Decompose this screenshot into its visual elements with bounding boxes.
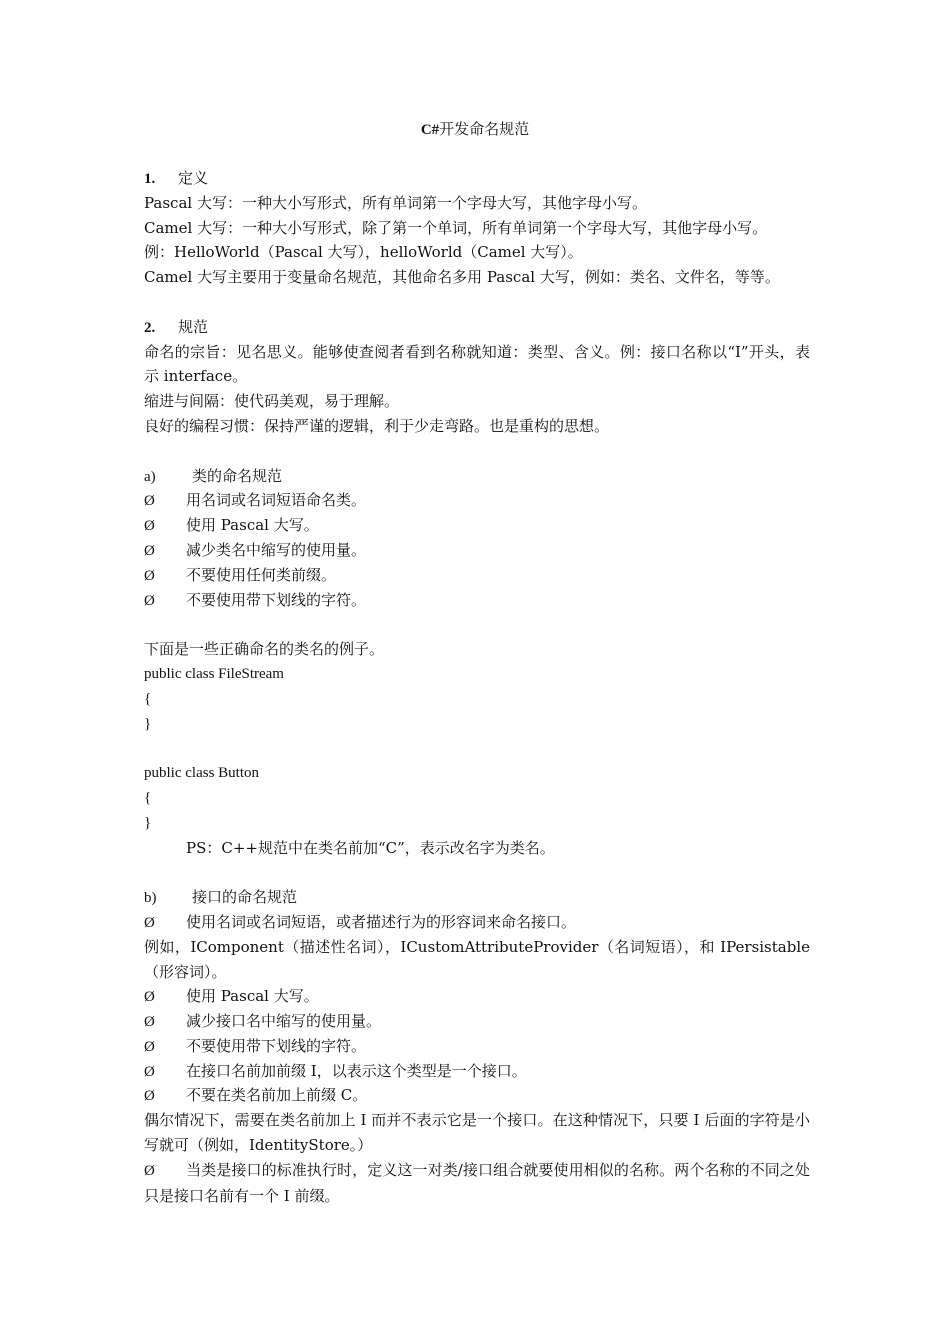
paragraph: 例如，IComponent（描述性名词），ICustomAttributeProvider（名词短语），和 IPersistable（形容词）。 — [144, 937, 810, 981]
bullet-icon: Ø — [144, 914, 155, 931]
list-item: Ø 不要使用任何类前缀。 — [144, 563, 810, 588]
bullet-icon: Ø — [144, 567, 155, 584]
title-bold: C# — [420, 122, 440, 138]
bullet-icon: Ø — [144, 542, 155, 559]
bullet-icon: Ø — [144, 1038, 155, 1055]
paragraph: 偶尔情况下，需要在类名前加上 I 而并不表示它是一个接口。在这种情况下，只要 I 后面的字符是小写就可（例如，IdentityStore。） — [144, 1111, 810, 1155]
list-item: Ø 减少接口名中缩写的使用量。 — [144, 1009, 810, 1034]
code-line: } — [144, 715, 152, 732]
list-item: Ø 用名词或名词短语命名类。 — [144, 488, 810, 513]
bullet-icon: Ø — [144, 1014, 155, 1031]
code-line: { — [144, 789, 152, 806]
list-item: Ø 使用名词或名词短语，或者描述行为的形容词来命名接口。 — [144, 910, 810, 935]
bullet-icon: Ø — [144, 1063, 155, 1080]
list-item: Ø 使用 Pascal 大写。 — [144, 513, 810, 538]
code-line: } — [144, 814, 152, 831]
paragraph: 命名的宗旨：见名思义。能够使查阅者看到名称就知道：类型、含义。例：接口名称以“I”开头，表示 interface。 — [144, 342, 810, 386]
paragraph: 良好的编程习惯：保持严谨的逻辑，利于少走弯路。也是重构的思想。 — [144, 416, 610, 435]
paragraph: 例：HelloWorld（Pascal 大写），helloWorld（Camel 大写）。 — [144, 243, 583, 262]
code-line: public class FileStream — [144, 665, 284, 682]
bullet-icon: Ø — [144, 592, 155, 609]
paragraph: Camel 大写主要用于变量命名规范，其他命名多用 Pascal 大写，例如：类名、文件名，等等。 — [144, 268, 780, 287]
list-item: Ø 不要在类名前加上前缀 C。 — [144, 1083, 810, 1108]
paragraph: Pascal 大写：一种大小写形式，所有单词第一个字母大写，其他字母小写。 — [144, 193, 647, 212]
section-2-heading: 2. 规范 — [144, 317, 209, 336]
title-rest: 开发命名规范 — [439, 120, 530, 138]
list-item: Ø 减少类名中缩写的使用量。 — [144, 538, 810, 563]
bullet-icon: Ø — [144, 493, 155, 510]
list-item: Ø 不要使用带下划线的字符。 — [144, 1034, 810, 1059]
paragraph: 下面是一些正确命名的类名的例子。 — [144, 640, 385, 659]
list-item: Ø 当类是接口的标准执行时，定义这一对类/接口组合就要使用相似的名称。两个名称的不同之处只是接口名前有一个 I 前缀。 — [144, 1160, 810, 1205]
page-title — [0, 118, 950, 141]
list-item: Ø 在接口名前加前缀 I，以表示这个类型是一个接口。 — [144, 1059, 810, 1084]
bullet-icon: Ø — [144, 989, 155, 1006]
ps-note: PS：C++规范中在类名前加“C”，表示改名字为类名。 — [186, 838, 555, 857]
code-line: { — [144, 690, 152, 707]
section-1-heading: 1. 定义 — [144, 169, 209, 187]
document-body — [144, 166, 810, 1208]
list-item: Ø 使用 Pascal 大写。 — [144, 984, 810, 1009]
code-line: public class Button — [144, 765, 259, 782]
list-item: Ø 不要使用带下划线的字符。 — [144, 588, 810, 613]
subsection-a-heading: a) 类的命名规范 — [144, 466, 283, 485]
bullet-icon: Ø — [144, 518, 155, 535]
bullet-icon: Ø — [144, 1162, 155, 1179]
bullet-icon: Ø — [144, 1088, 155, 1105]
subsection-b-heading: b) 接口的命名规范 — [144, 888, 298, 907]
paragraph: 缩进与间隔：使代码美观，易于理解。 — [144, 392, 400, 411]
paragraph: Camel 大写：一种大小写形式，除了第一个单词，所有单词第一个字母大写，其他字母小写。 — [144, 218, 768, 237]
